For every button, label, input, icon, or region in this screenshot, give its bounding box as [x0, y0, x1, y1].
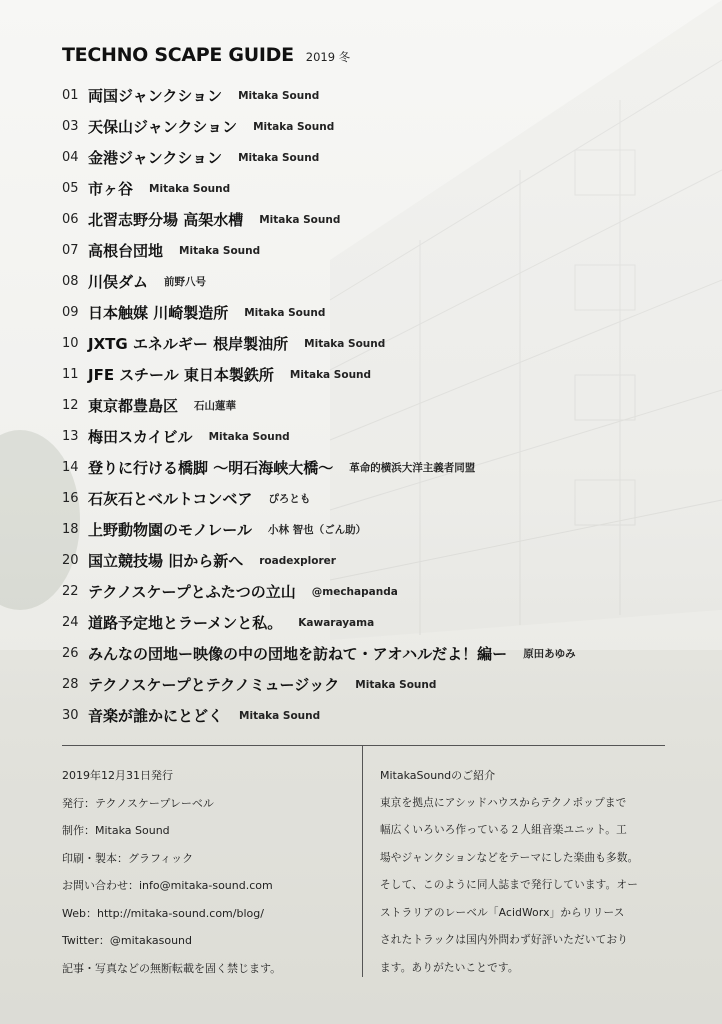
- entry-author: Kawarayama: [298, 616, 375, 629]
- intro-line: 場やジャンクションなどをテーマにした楽曲も多数。: [380, 851, 639, 864]
- page-number: 11: [62, 367, 79, 382]
- entry-title: 道路予定地とラーメンと私。: [88, 614, 283, 632]
- page-number: 01: [62, 88, 79, 103]
- page-number: 13: [62, 429, 79, 444]
- toc-entry: [62, 421, 576, 452]
- toc-entry: [62, 700, 576, 731]
- page-number: 14: [62, 460, 79, 475]
- toc-entry: [62, 204, 576, 235]
- mitaka-sound-intro: [380, 762, 670, 982]
- vertical-divider: [362, 745, 363, 977]
- toc-entry: [62, 297, 576, 328]
- printer: 印刷・製本：グラフィック: [62, 851, 194, 865]
- page-number: 08: [62, 274, 79, 289]
- toc-entry: [62, 266, 576, 297]
- entry-title: 金港ジャンクション: [88, 149, 223, 167]
- page-number: 10: [62, 336, 79, 351]
- toc-entry: [62, 142, 576, 173]
- intro-line: ストラリアのレーベル「AcidWorx」からリリース: [380, 906, 625, 919]
- page-number: 20: [62, 553, 79, 568]
- toc-entry: [62, 483, 576, 514]
- entry-author: Mitaka Sound: [304, 337, 386, 350]
- entry-title: 上野動物園のモノレール: [88, 521, 252, 539]
- toc-entry: [62, 452, 576, 483]
- publish-date: 2019年12月31日発行: [62, 769, 173, 782]
- entry-title: 天保山ジャンクション: [88, 118, 238, 136]
- entry-title: JXTG エネルギー 根岸製油所: [88, 335, 289, 353]
- entry-title: テクノスケープとテクノミュージック: [88, 676, 340, 694]
- page-title: TECHNO SCAPE GUIDE: [62, 44, 294, 66]
- entry-title: 高根台団地: [88, 242, 164, 260]
- entry-author: Mitaka Sound: [238, 89, 320, 102]
- entry-author: 革命的横浜大洋主義者同盟: [349, 462, 476, 474]
- toc-entry: [62, 111, 576, 142]
- entry-title: JFE スチール 東日本製鉄所: [88, 366, 274, 384]
- contact-email: お問い合わせ：info@mitaka-sound.com: [62, 879, 273, 892]
- entry-author: Mitaka Sound: [259, 213, 341, 226]
- entry-author: ぴろとも: [268, 493, 311, 505]
- entry-author: 原田あゆみ: [523, 648, 576, 660]
- page-number: 06: [62, 212, 79, 227]
- intro-line: 幅広くいろいろ作っている２人組音楽ユニット。工: [380, 824, 627, 836]
- entry-title: 市ヶ谷: [88, 180, 134, 198]
- entry-author: Mitaka Sound: [208, 430, 290, 443]
- toc-entry: [62, 328, 576, 359]
- page-number: 28: [62, 677, 79, 692]
- publisher: 発行：テクノスケープレーベル: [62, 796, 214, 810]
- page-number: 09: [62, 305, 79, 320]
- entry-author: Mitaka Sound: [179, 244, 261, 257]
- issue-season: 2019 冬: [305, 50, 351, 64]
- page-number: 04: [62, 150, 79, 165]
- toc-entry: [62, 514, 576, 545]
- twitter-handle: Twitter：@mitakasound: [62, 934, 192, 947]
- page-number: 30: [62, 708, 79, 723]
- intro-line: されたトラックは国内外問わず好評いただいており: [380, 934, 629, 946]
- intro-line: ます。ありがたいことです。: [380, 961, 519, 974]
- entry-author: Mitaka Sound: [239, 709, 321, 722]
- entry-title: 北習志野分場 高架水槽: [88, 211, 244, 229]
- table-of-contents: [62, 80, 576, 731]
- intro-line: そして、このように同人誌まで発行しています。オー: [380, 879, 638, 891]
- intro-text: [380, 790, 670, 983]
- page-number: 26: [62, 646, 79, 661]
- toc-entry: [62, 390, 576, 421]
- toc-entry: [62, 80, 576, 111]
- page-number: 24: [62, 615, 79, 630]
- toc-entry: [62, 359, 576, 390]
- page-header: [62, 44, 350, 66]
- entry-title: 国立競技場 旧から新へ: [88, 552, 244, 570]
- entry-title: テクノスケープとふたつの立山: [88, 583, 296, 601]
- producer: 制作：Mitaka Sound: [62, 824, 170, 837]
- entry-author: roadexplorer: [259, 554, 336, 567]
- toc-entry: [62, 545, 576, 576]
- toc-entry: [62, 576, 576, 607]
- page-number: 05: [62, 181, 79, 196]
- page-number: 18: [62, 522, 79, 537]
- entry-title: 東京都豊島区: [88, 397, 179, 415]
- page-number: 22: [62, 584, 79, 599]
- entry-title: 石灰石とベルトコンベア: [88, 490, 253, 508]
- toc-entry: [62, 235, 576, 266]
- entry-author: Mitaka Sound: [244, 306, 326, 319]
- website: Web：http://mitaka-sound.com/blog/: [62, 906, 264, 920]
- entry-title: 両国ジャンクション: [88, 87, 223, 105]
- page-number: 12: [62, 398, 79, 413]
- horizontal-divider: [62, 745, 665, 746]
- toc-entry: [62, 638, 576, 669]
- entry-title: 梅田スカイビル: [88, 428, 193, 446]
- intro-heading: MitakaSoundのご紹介: [380, 769, 496, 782]
- entry-author: 小林 智也（ごん助）: [267, 524, 367, 536]
- entry-author: Mitaka Sound: [289, 368, 372, 381]
- copyright-notice: 記事・写真などの無断転載を固く禁じます。: [62, 961, 282, 975]
- entry-author: 石山蓮華: [194, 400, 237, 412]
- entry-author: Mitaka Sound: [355, 678, 437, 691]
- entry-author: Mitaka Sound: [149, 182, 231, 195]
- page-number: 16: [62, 491, 79, 506]
- entry-title: 音楽が誰かにとどく: [88, 707, 224, 725]
- toc-entry: [62, 607, 576, 638]
- entry-title: みんなの団地ー映像の中の団地を訪ねて・アオハルだよ！編ー: [88, 645, 508, 663]
- entry-author: Mitaka Sound: [238, 151, 320, 164]
- page-number: 03: [62, 119, 79, 134]
- colophon: [62, 762, 281, 982]
- page-number: 07: [62, 243, 79, 258]
- entry-title: 川俣ダム: [88, 273, 149, 291]
- toc-entry: [62, 669, 576, 700]
- entry-author: @mechapanda: [311, 585, 398, 598]
- entry-author: Mitaka Sound: [253, 120, 335, 133]
- entry-title: 日本触媒 川崎製造所: [88, 304, 229, 322]
- intro-line: 東京を拠点にアシッドハウスからテクノポップまで: [380, 796, 627, 809]
- entry-author: 前野八号: [164, 276, 207, 288]
- entry-title: 登りに行ける橋脚 〜明石海峡大橋〜: [88, 459, 334, 477]
- toc-entry: [62, 173, 576, 204]
